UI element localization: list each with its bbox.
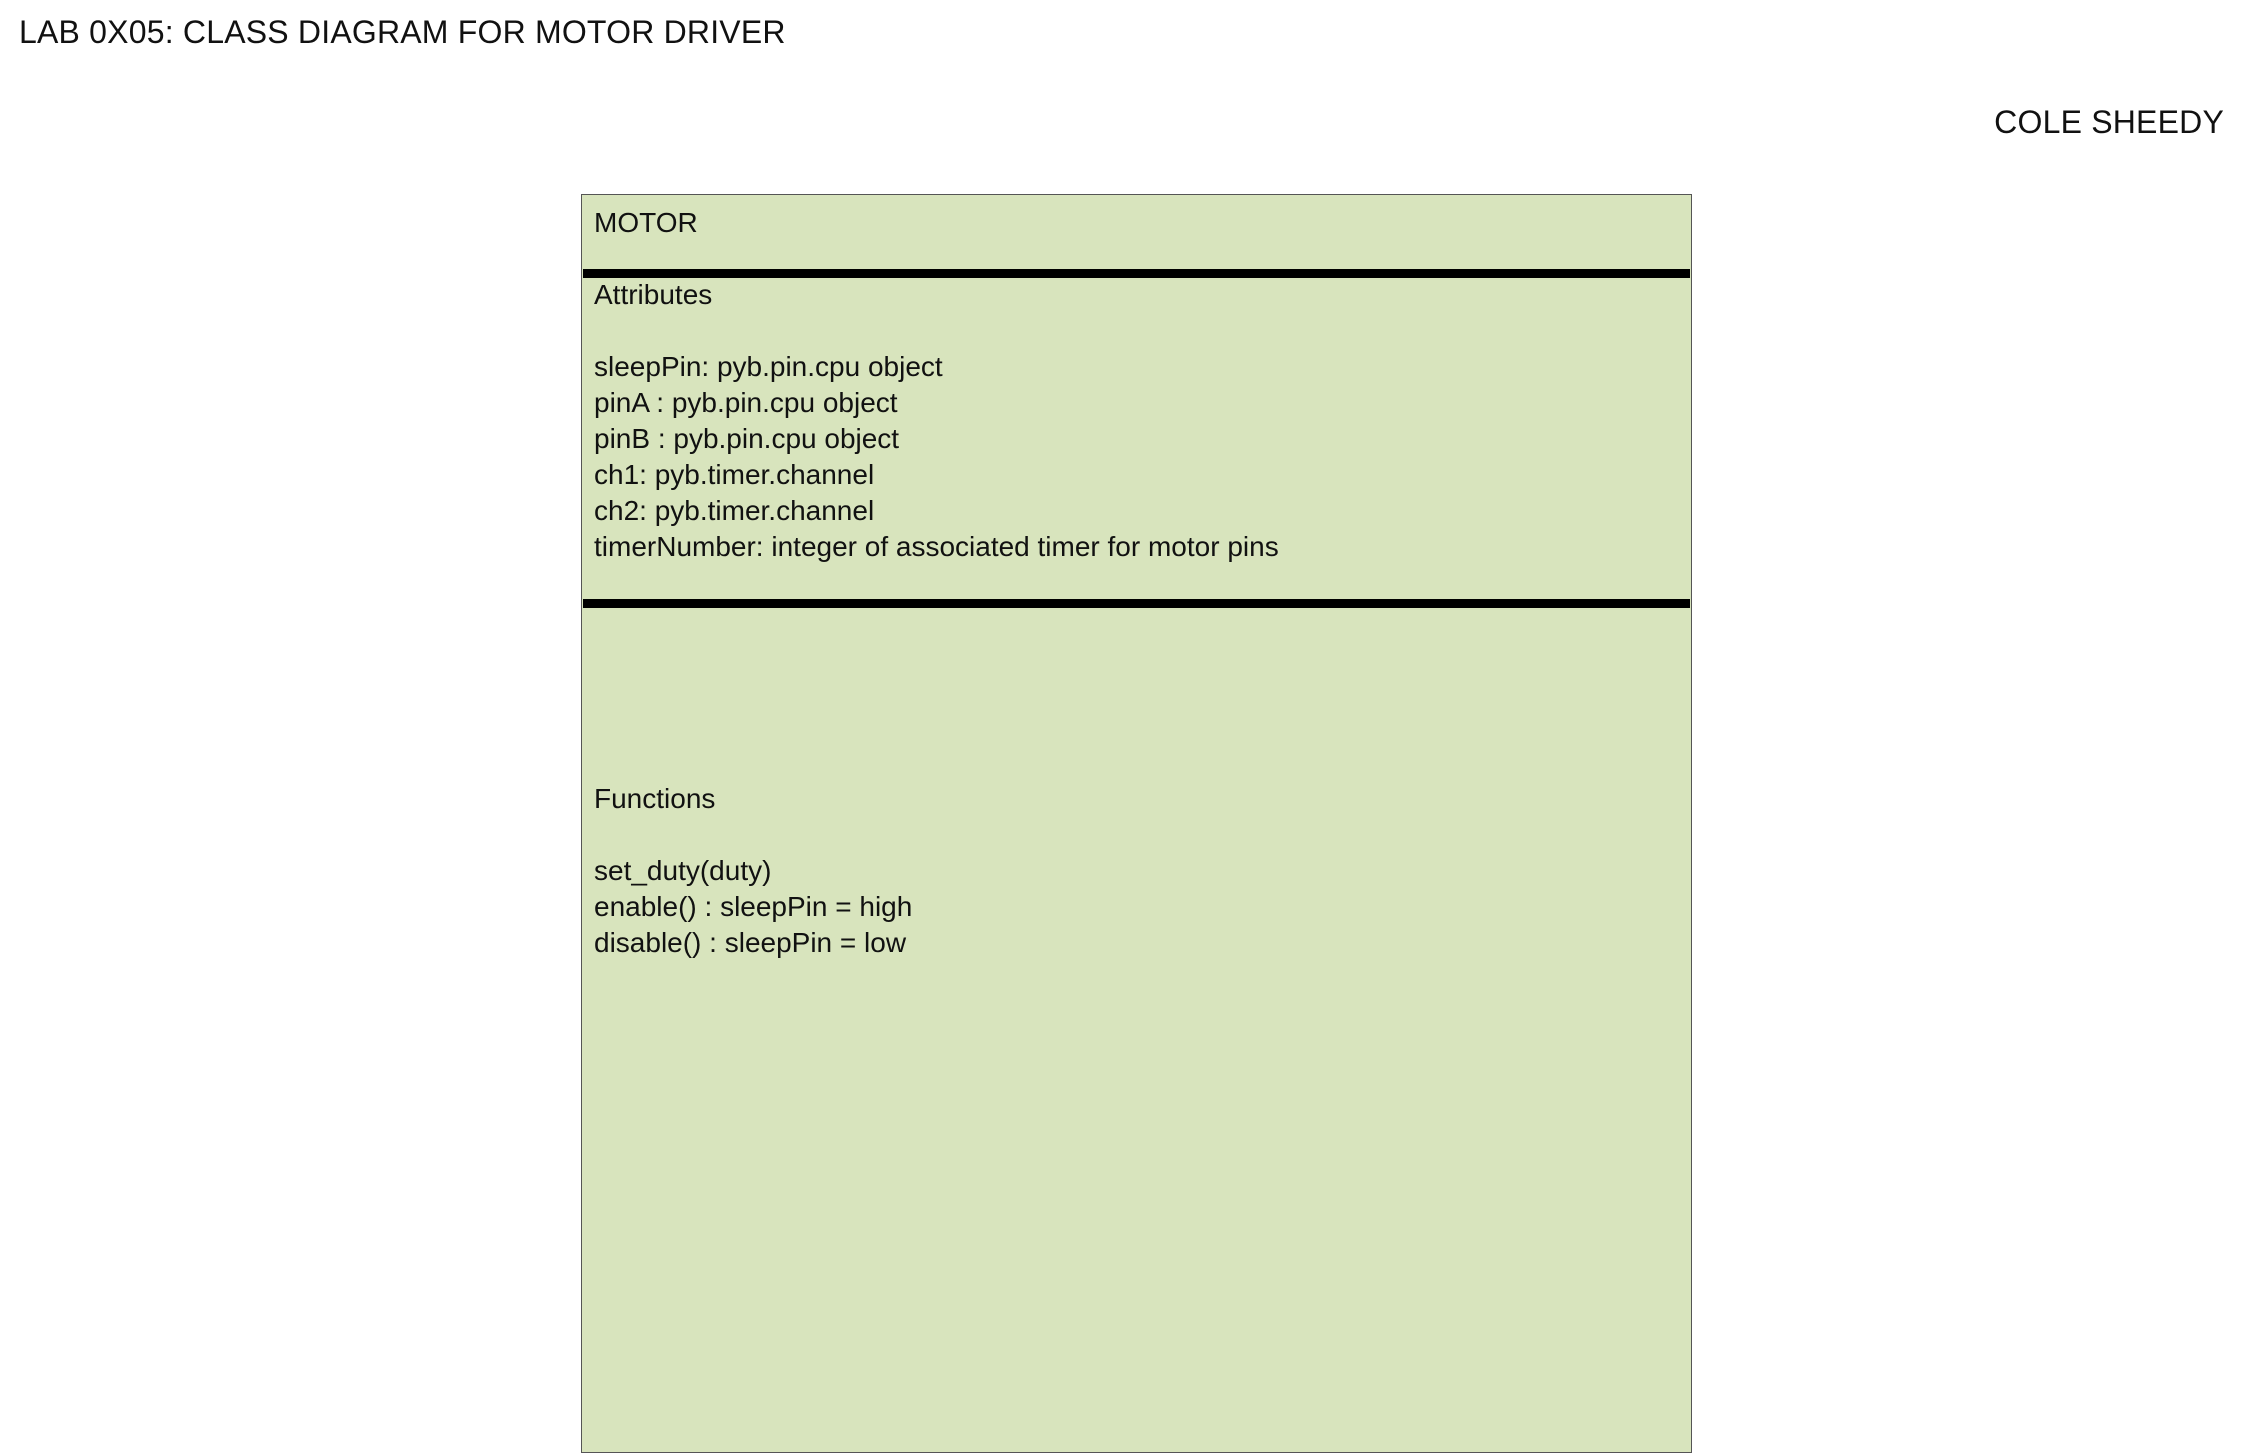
functions-heading: Functions [594,783,716,814]
function-item: disable() : sleepPin = low [594,927,907,958]
attributes-functions-divider [583,599,1690,608]
class-name: MOTOR [594,207,698,238]
attribute-item: pinA : pyb.pin.cpu object [594,387,898,418]
motor-class-box [581,194,1692,1453]
attribute-item: timerNumber: integer of associated timer for motor pins [594,531,1279,562]
attribute-item: pinB : pyb.pin.cpu object [594,423,900,454]
attribute-item: sleepPin: pyb.pin.cpu object [594,351,943,382]
page-title: LAB 0X05: CLASS DIAGRAM FOR MOTOR DRIVER [19,14,786,50]
attribute-item: ch2: pyb.timer.channel [594,495,875,526]
function-item: enable() : sleepPin = high [594,891,913,922]
attribute-item: ch1: pyb.timer.channel [594,459,875,490]
function-item: set_duty(duty) [594,855,772,886]
functions-section [594,781,912,961]
attributes-heading: Attributes [594,279,713,310]
author-name: COLE SHEEDY [1994,104,2224,140]
attributes-section [594,277,1279,565]
